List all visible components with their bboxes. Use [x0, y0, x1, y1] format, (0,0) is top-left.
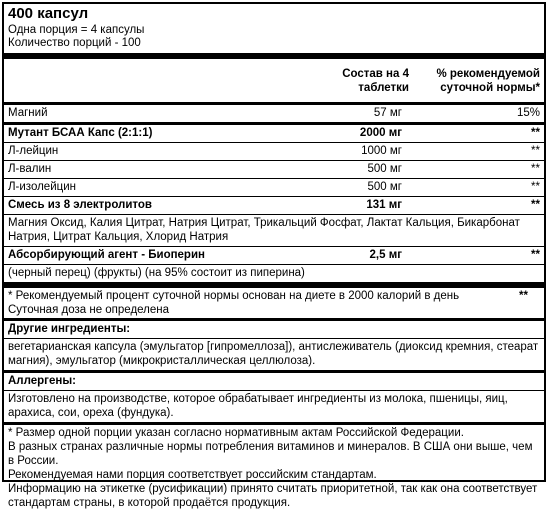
nutrient-name: Л-лейцин	[8, 145, 59, 157]
nutrient-name: Абсорбирующий агент - Биоперин	[8, 249, 205, 261]
daily-value-footnote	[4, 288, 544, 318]
serving-size: Одна порция = 4 капсулы	[8, 24, 145, 36]
nutrient-amount: 131 мг	[366, 199, 402, 211]
nutrient-row-valine	[4, 161, 544, 178]
nutrient-percent: **	[531, 199, 540, 211]
nutrient-percent: **	[531, 163, 540, 175]
other-ingredients-text: вегетарианская капсула (эмульгатор [гипромеллоза]), антислеживатель (диоксид кремния, стеарат магния), эмульгатор (микрокристаллическая целлюлоза).	[8, 341, 539, 367]
column-header	[4, 59, 544, 102]
nutrient-amount: 1000 мг	[361, 145, 402, 157]
disclaimer-line-2: В разных странах различные нормы потребления витаминов и минералов. В США они выше, чем в России.	[8, 441, 533, 467]
panel-title: 400 капсул	[8, 5, 89, 22]
nutrient-row-bcaa	[4, 125, 544, 142]
disclaimer	[4, 425, 544, 511]
other-ingredients-heading: Другие ингредиенты:	[8, 323, 131, 335]
footnote-line-1: * Рекомендуемый процент суточной нормы основан на диете в 2000 калорий в день	[8, 290, 460, 302]
nutrient-name: Л-валин	[8, 163, 52, 175]
nutrient-row-leucine	[4, 143, 544, 160]
supplement-facts-panel	[2, 2, 546, 509]
nutrient-name: Л-изолейцин	[8, 181, 76, 193]
nutrient-amount: 500 мг	[367, 181, 402, 193]
header-amount: Состав на 4 таблетки	[342, 68, 409, 94]
header-percent: % рекомендуемой суточной нормы*	[436, 68, 540, 94]
bioperine-description: (черный перец) (фрукты) (на 95% состоит из пиперина)	[8, 267, 305, 279]
nutrient-name: Магний	[8, 107, 48, 119]
bioperine-description-row	[4, 265, 544, 282]
nutrient-amount: 500 мг	[367, 163, 402, 175]
electrolytes-description: Магния Оксид, Калия Цитрат, Натрия Цитрат, Трикальций Фосфат, Лактат Кальция, Бикарбонат Натрия, Цитрат Кальция, Хлорид Натрия	[8, 217, 520, 243]
footnote-line-2: Суточная доза не определена	[8, 304, 170, 316]
allergens-heading: Аллергены:	[8, 375, 76, 387]
footnote-marker: **	[519, 290, 528, 302]
nutrient-amount: 57 мг	[373, 107, 402, 119]
nutrient-amount: 2,5 мг	[369, 249, 402, 261]
allergens-text: Изготовлено на производстве, которое обрабатывает ингредиенты из молока, пшеницы, яиц, арахиса, сои, ореха (фундука).	[8, 393, 508, 419]
nutrient-amount: 2000 мг	[359, 127, 402, 139]
nutrient-percent: **	[531, 145, 540, 157]
nutrient-percent: **	[531, 181, 540, 193]
nutrient-row-electrolytes	[4, 197, 544, 214]
nutrient-name: Смесь из 8 электролитов	[8, 199, 153, 211]
disclaimer-line-4: Информацию на этикетке (русификации) принято считать приоритетной, так как она соответствует стандартам страны, в которой продаётся продукция.	[8, 483, 538, 509]
nutrient-name: Мутант БСАА Капс (2:1:1)	[8, 127, 153, 139]
nutrient-row-magnesium	[4, 105, 544, 122]
nutrient-percent: **	[531, 249, 540, 261]
nutrient-percent: **	[531, 127, 540, 139]
servings-count: Количество порций - 100	[8, 37, 141, 49]
nutrient-row-isoleucine	[4, 179, 544, 196]
disclaimer-line-3: Рекомендуемая нами порция соответствует российским стандартам.	[8, 469, 377, 481]
nutrient-percent: 15%	[516, 107, 540, 119]
nutrient-row-bioperine	[4, 247, 544, 264]
disclaimer-line-1: * Размер одной порции указан согласно нормативным актам Российской Федерации.	[8, 427, 464, 439]
